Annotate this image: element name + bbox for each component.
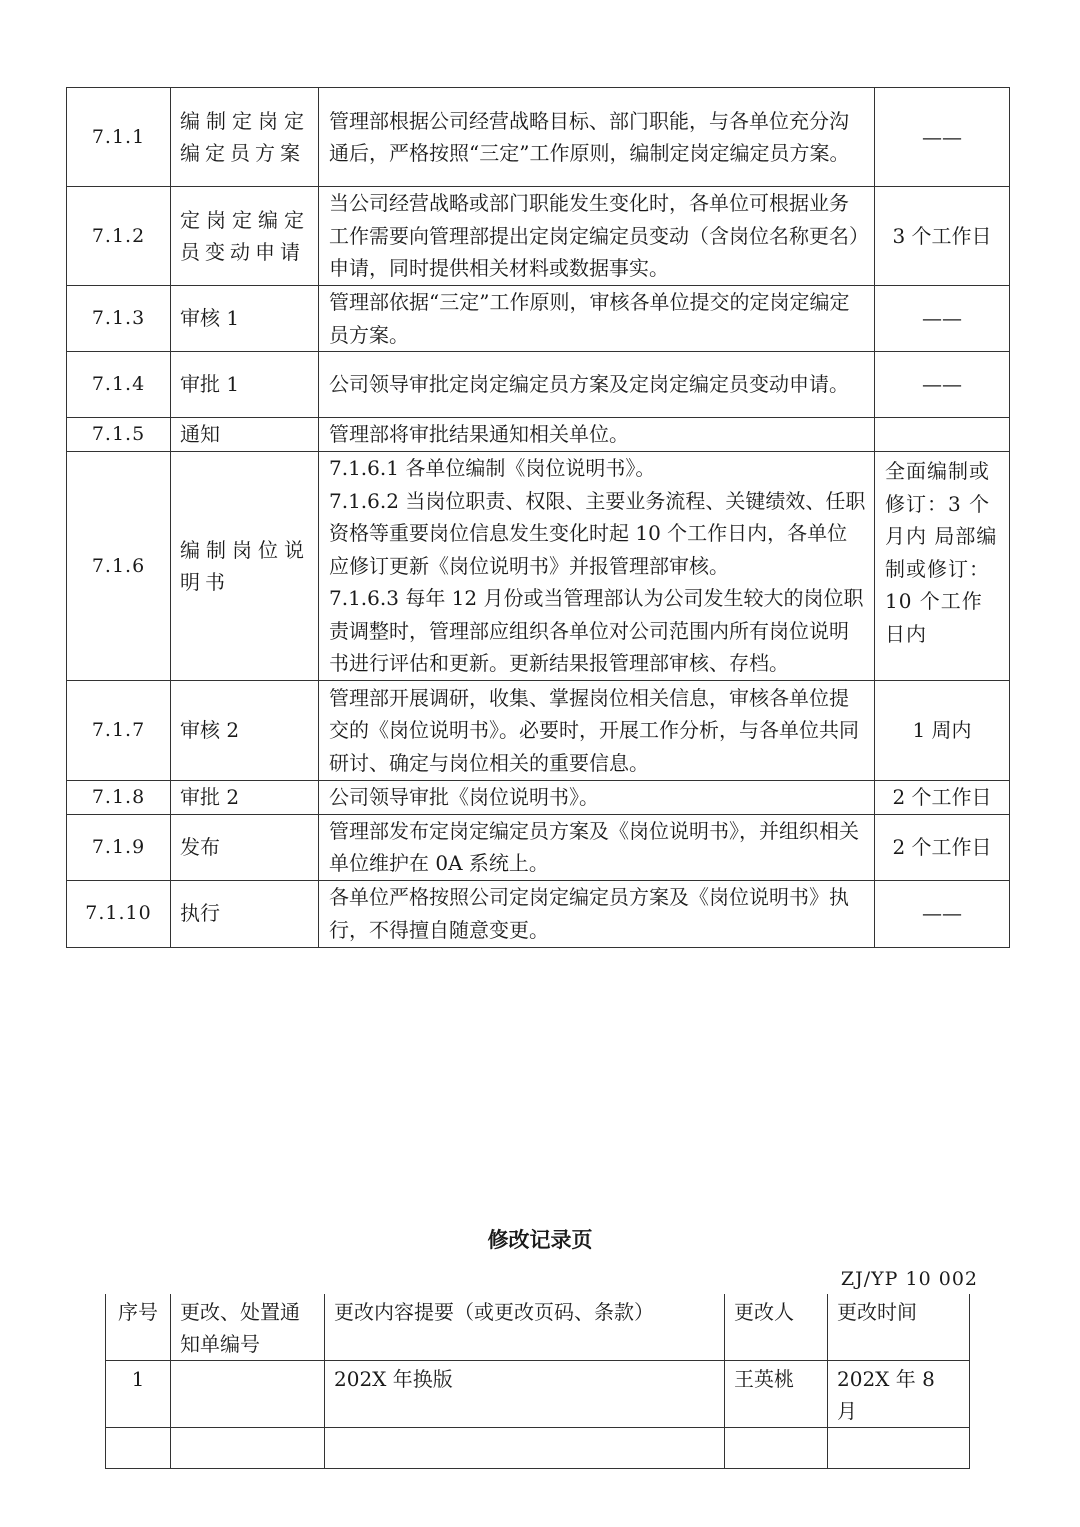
step-name: 审批 2 — [171, 781, 319, 815]
table-row — [67, 352, 1010, 418]
step-time-limit: 3 个工作日 — [875, 187, 1010, 286]
description-paragraph: 管理部开展调研，收集、掌握岗位相关信息，审核各单位提交的《岗位说明书》。必要时，开展工作分析，与各单位共同研讨、确定与岗位相关的重要信息。 — [329, 685, 859, 775]
table-cell — [171, 1428, 325, 1469]
step-description — [319, 187, 875, 286]
description-paragraph: 管理部根据公司经营战略目标、部门职能，与各单位充分沟通后，严格按照“三定”工作原则，编制定岗定编定员方案。 — [329, 108, 850, 165]
table-cell — [171, 1361, 325, 1428]
table-row — [67, 286, 1010, 352]
table-row — [67, 418, 1010, 452]
step-time-limit: 2 个工作日 — [875, 781, 1010, 815]
step-number: 7.1.2 — [67, 187, 171, 286]
step-number: 7.1.10 — [67, 880, 171, 947]
table-row — [67, 681, 1010, 781]
step-time-limit: 1 周内 — [875, 681, 1010, 781]
table-cell — [106, 1428, 171, 1469]
revision-table — [105, 1294, 970, 1469]
table-cell: 202X 年换版 — [325, 1361, 725, 1428]
column-header: 序号 — [106, 1294, 171, 1361]
step-number: 7.1.1 — [67, 88, 171, 187]
step-number: 7.1.4 — [67, 352, 171, 418]
revision-page-title: 修改记录页 — [487, 1227, 593, 1252]
description-paragraph: 公司领导审批《岗位说明书》。 — [329, 785, 599, 809]
process-table — [66, 87, 1010, 948]
step-name: 通知 — [171, 418, 319, 452]
table-row — [67, 880, 1010, 947]
step-description — [319, 681, 875, 781]
description-paragraph: 公司领导审批定岗定编定员方案及定岗定编定员变动申请。 — [329, 372, 849, 397]
table-row — [106, 1428, 970, 1469]
table-row — [67, 452, 1010, 681]
description-paragraph: 当公司经营战略或部门职能发生变化时，各单位可根据业务工作需要向管理部提出定岗定编定员变动（含岗位名称更名）申请，同时提供相关材料或数据事实。 — [329, 191, 859, 281]
column-header: 更改内容提要（或更改页码、条款） — [325, 1294, 725, 1361]
step-name: 审批 1 — [171, 352, 319, 418]
column-header: 更改时间 — [828, 1294, 970, 1361]
step-description — [319, 286, 875, 352]
description-paragraph: 管理部依据“三定”工作原则，审核各单位提交的定岗定编定员方案。 — [329, 290, 850, 347]
step-description — [319, 352, 875, 418]
description-paragraph: 管理部发布定岗定编定员方案及《岗位说明书》，并组织相关单位维护在 0A 系统上。 — [329, 818, 859, 875]
table-row — [67, 187, 1010, 286]
step-number: 7.1.6 — [67, 452, 171, 681]
step-number: 7.1.3 — [67, 286, 171, 352]
step-description — [319, 814, 875, 880]
step-time-limit: —— — [875, 352, 1010, 418]
step-name: 执行 — [171, 880, 319, 947]
step-description — [319, 781, 875, 815]
column-header: 更改人 — [725, 1294, 828, 1361]
step-name: 定岗定编定员变动申请 — [171, 187, 319, 286]
table-header-row — [106, 1294, 970, 1361]
table-row — [67, 814, 1010, 880]
step-description — [319, 88, 875, 187]
step-description — [319, 880, 875, 947]
table-cell: 1 — [106, 1361, 171, 1428]
description-paragraph: 管理部将审批结果通知相关单位。 — [329, 422, 629, 447]
table-row — [67, 88, 1010, 187]
step-description — [319, 452, 875, 681]
step-number: 7.1.9 — [67, 814, 171, 880]
description-paragraph: 各单位严格按照公司定岗定编定员方案及《岗位说明书》执行，不得擅自随意变更。 — [329, 885, 849, 942]
step-time-limit: 2 个工作日 — [875, 814, 1010, 880]
description-paragraph: 7.1.6.3 每年 12 月份或当管理部认为公司发生较大的岗位职责调整时，管理部应组织各单位对公司范围内所有岗位说明书进行评估和更新。更新结果报管理部审核、存档。 — [329, 586, 864, 676]
step-name: 审核 2 — [171, 681, 319, 781]
table-cell — [828, 1428, 970, 1469]
table-cell: 王英桃 — [725, 1361, 828, 1428]
description-paragraph: 7.1.6.2 当岗位职责、权限、主要业务流程、关键绩效、任职资格等重要岗位信息发生变化时起 10 个工作日内，各单位应修订更新《岗位说明书》并报管理部审核。 — [329, 488, 866, 578]
document-code: ZJ/YP 10 002 — [840, 1268, 978, 1290]
step-number: 7.1.8 — [67, 781, 171, 815]
table-cell — [725, 1428, 828, 1469]
description-paragraph: 7.1.6.1 各单位编制《岗位说明书》。 — [329, 456, 656, 481]
step-name: 编制定岗定编定员方案 — [171, 88, 319, 187]
step-name: 编制岗位说明书 — [171, 452, 319, 681]
step-time-limit: —— — [875, 880, 1010, 947]
step-name: 发布 — [171, 814, 319, 880]
table-cell: 202X 年 8 月 — [828, 1361, 970, 1428]
step-number: 7.1.7 — [67, 681, 171, 781]
step-time-limit: —— — [875, 88, 1010, 187]
step-time-limit: —— — [875, 286, 1010, 352]
column-header: 更改、处置通知单编号 — [171, 1294, 325, 1361]
table-cell — [325, 1428, 725, 1469]
step-time-limit: 全面编制或修订：3 个月内 局部编制或修订：10 个工作日内 — [875, 452, 1010, 681]
table-row — [67, 781, 1010, 815]
step-name: 审核 1 — [171, 286, 319, 352]
table-row — [106, 1361, 970, 1428]
step-time-limit — [875, 418, 1010, 452]
step-number: 7.1.5 — [67, 418, 171, 452]
step-description — [319, 418, 875, 452]
